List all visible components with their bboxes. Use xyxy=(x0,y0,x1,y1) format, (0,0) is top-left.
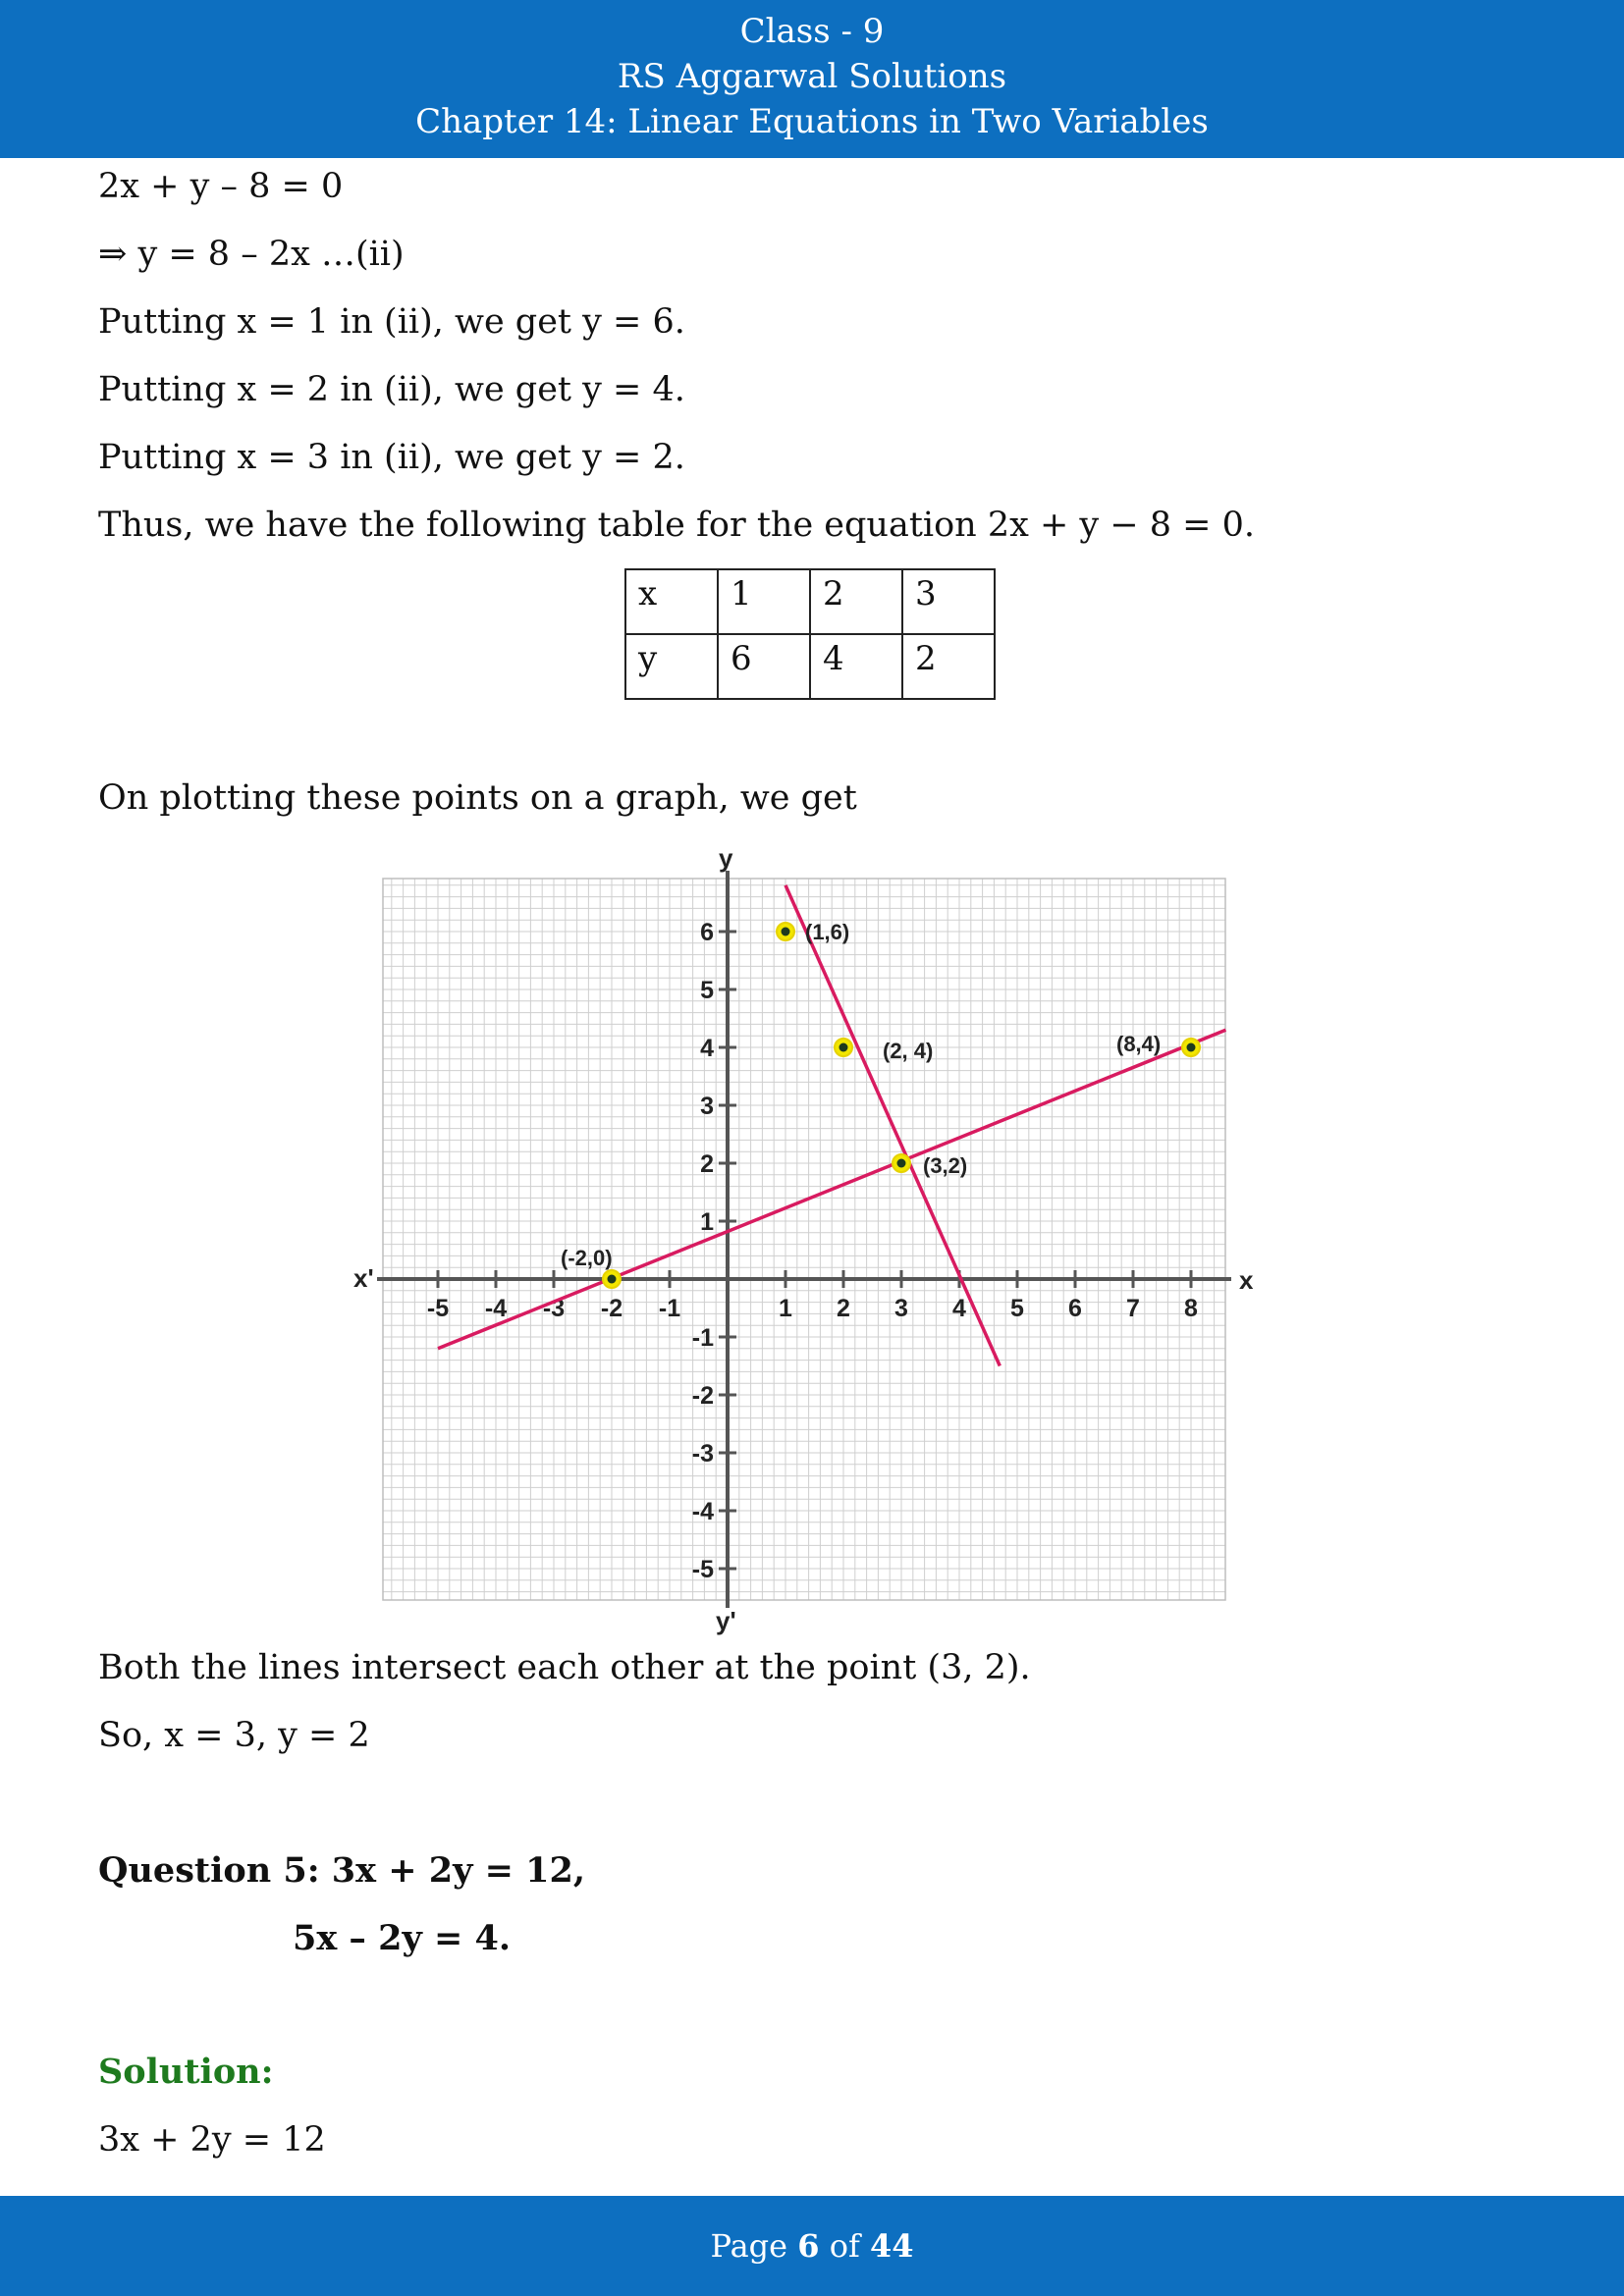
solution-label: Solution: xyxy=(98,2052,274,2092)
table-row-x xyxy=(625,569,995,634)
series-line-1 xyxy=(785,885,1000,1366)
y-tick-label: 2 xyxy=(700,1150,714,1178)
x-tick-label: 7 xyxy=(1126,1295,1140,1322)
graph-intro: On plotting these points on a graph, we get xyxy=(98,778,857,818)
y-tick-label: 4 xyxy=(700,1035,714,1062)
y-tick-label: 3 xyxy=(700,1093,714,1120)
solution-eq1: 3x + 2y = 12 xyxy=(98,2120,326,2160)
equation-ii: ⇒ y = 8 – 2x …(ii) xyxy=(98,235,405,274)
header-book: RS Aggarwal Solutions xyxy=(617,57,1007,96)
x-tick-label: 2 xyxy=(837,1295,850,1322)
table-cell: y xyxy=(625,634,718,699)
data-point-center xyxy=(839,1043,848,1052)
y-axis-label: y xyxy=(719,843,733,873)
grid-border xyxy=(383,879,1225,1600)
x-axis-neg-label: x' xyxy=(353,1263,374,1293)
x-tick-label: -4 xyxy=(484,1295,508,1322)
footer-mid: of xyxy=(819,2227,870,2265)
x-tick-label: 8 xyxy=(1184,1295,1198,1322)
x-tick-label: 5 xyxy=(1010,1295,1024,1322)
y-tick-label: 1 xyxy=(700,1208,714,1236)
y-tick-label: -4 xyxy=(691,1498,714,1525)
y-tick-label: -1 xyxy=(691,1324,714,1352)
x-tick-label: 6 xyxy=(1068,1295,1082,1322)
header-class: Class - 9 xyxy=(739,12,885,51)
x-tick-label: 4 xyxy=(952,1295,966,1322)
graph-axes xyxy=(353,843,1254,1635)
table-cell: 4 xyxy=(810,634,902,699)
y-tick-label: 6 xyxy=(700,919,714,946)
question-eq2: 5x – 2y = 4. xyxy=(293,1918,512,1958)
data-point-label: (-2,0) xyxy=(561,1246,613,1270)
table-cell: 6 xyxy=(718,634,810,699)
x-tick-label: -2 xyxy=(600,1295,623,1322)
y-tick-label: -3 xyxy=(691,1440,714,1468)
table-cell: 3 xyxy=(902,569,995,634)
table-cell: 2 xyxy=(810,569,902,634)
footer-page-total: 44 xyxy=(869,2227,914,2265)
y-tick-label: -2 xyxy=(691,1382,714,1410)
x-axis-label: x xyxy=(1239,1265,1254,1295)
data-point-center xyxy=(897,1159,906,1168)
y-axis-neg-label: y' xyxy=(716,1606,736,1635)
answer-text: So, x = 3, y = 2 xyxy=(98,1716,370,1755)
x-tick-label: -3 xyxy=(542,1295,566,1322)
equation-line: 2x + y – 8 = 0 xyxy=(98,167,344,206)
x-tick-label: -1 xyxy=(658,1295,681,1322)
table-cell: x xyxy=(625,569,718,634)
footer-prefix: Page xyxy=(710,2227,798,2265)
table-row-y xyxy=(625,634,995,699)
intersection-text: Both the lines intersect each other at the point (3, 2). xyxy=(98,1648,1031,1687)
x-tick-label: -5 xyxy=(426,1295,450,1322)
data-point-label: (2, 4) xyxy=(883,1039,934,1063)
footer-page-number: 6 xyxy=(797,2227,820,2265)
data-point-label: (3,2) xyxy=(923,1153,968,1178)
header-chapter: Chapter 14: Linear Equations in Two Variables xyxy=(415,102,1209,141)
putting-x1: Putting x = 1 in (ii), we get y = 6. xyxy=(98,302,685,342)
data-point-label: (1,6) xyxy=(805,920,850,944)
question-label: Question 5: 3x + 2y = 12, xyxy=(98,1850,585,1891)
table-cell: 1 xyxy=(718,569,810,634)
y-tick-label: 5 xyxy=(700,977,714,1004)
graph-grid xyxy=(383,879,1225,1600)
putting-x3: Putting x = 3 in (ii), we get y = 2. xyxy=(98,438,685,477)
x-tick-label: 3 xyxy=(894,1295,908,1322)
y-tick-label: -5 xyxy=(691,1556,714,1583)
data-point-center xyxy=(782,928,790,936)
table-intro: Thus, we have the following table for the equation 2x + y − 8 = 0. xyxy=(98,506,1256,545)
line-graph xyxy=(353,843,1254,1639)
data-point-center xyxy=(1187,1043,1196,1052)
values-table xyxy=(624,568,996,700)
x-tick-label: 1 xyxy=(779,1295,792,1322)
page-header xyxy=(0,0,1624,158)
data-point-label: (8,4) xyxy=(1116,1032,1162,1056)
table-cell: 2 xyxy=(902,634,995,699)
data-point-center xyxy=(608,1275,617,1284)
putting-x2: Putting x = 2 in (ii), we get y = 4. xyxy=(98,370,685,409)
page-footer xyxy=(0,2196,1624,2296)
